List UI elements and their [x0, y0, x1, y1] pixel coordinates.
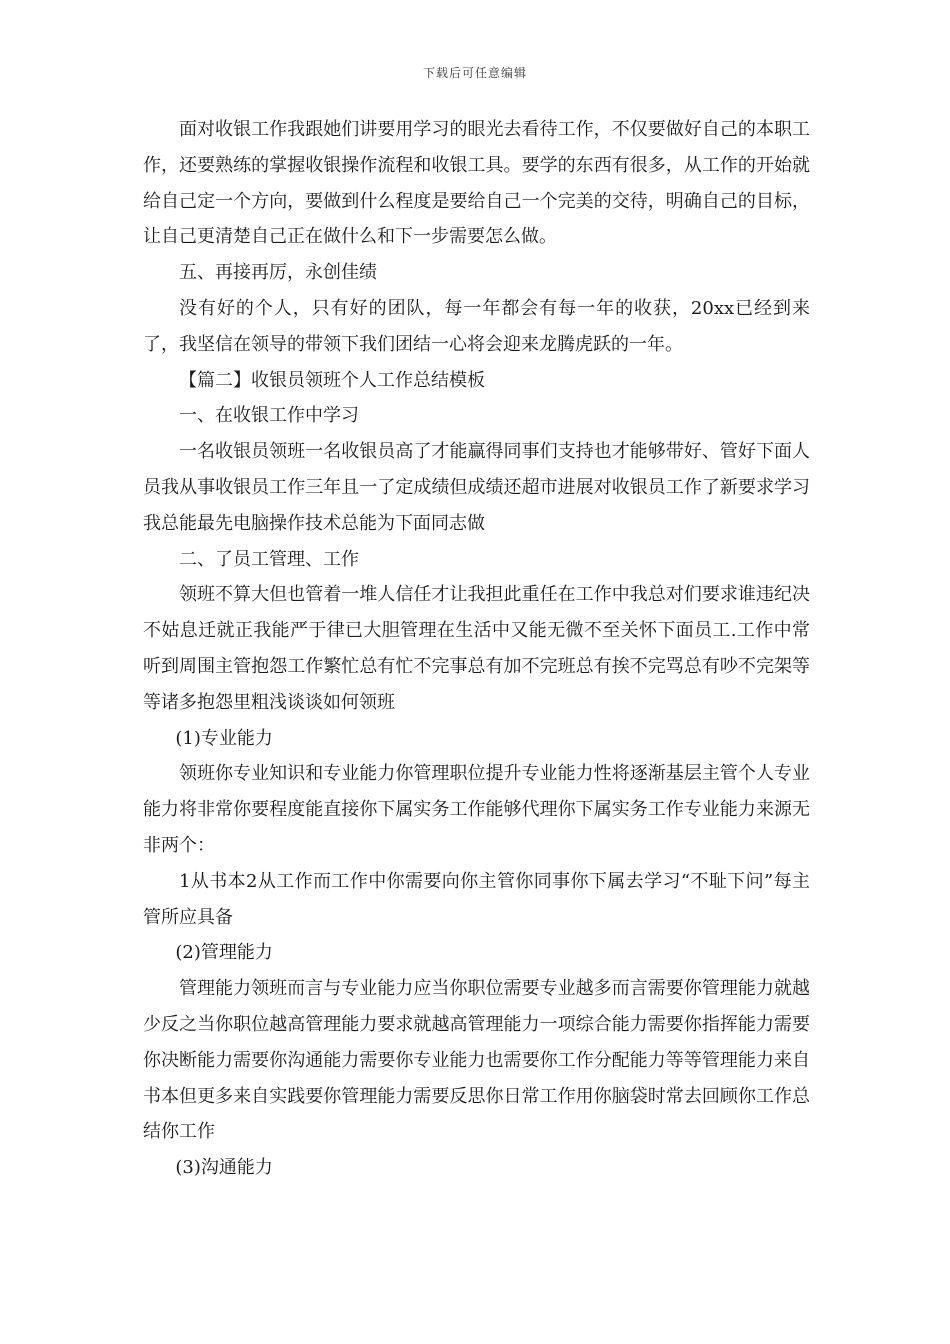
paragraph-professional-ability: 领班你专业知识和专业能力你管理职位提升专业能力性将逐渐基层主管个人专业能力将非常你要程度能直接你下属实务工作能够代理你下属实务工作专业能力来源无非两个： — [143, 763, 810, 856]
article-title-part-two: 【篇二】收银员领班个人工作总结模板 — [179, 369, 485, 391]
section-heading-five: 五、再接再厉，永创佳绩 — [179, 262, 377, 284]
section-heading-one: 一、在收银工作中学习 — [179, 405, 359, 427]
paragraph-sources: 1从书本2从工作而工作中你需要向你主管你同事你下属去学习“不耻下问”每主管所应具备 — [143, 870, 810, 928]
paragraph-management: 领班不算大但也管着一堆人信任才让我担此重任在工作中我总对们要求谁违纪决不姑息迁就正我能严于律已大胆管理在生活中又能无微不至关怀下面员工.工作中常听到周围主管抱怨工作繁忙总有忙不完事总有加不完班总有挨不完骂总有吵不完架等等诸多抱怨里粗浅谈谈如何领班 — [143, 584, 810, 713]
paragraph-learning: 一名收银员领班一名收银员高了才能赢得同事们支持也才能够带好、管好下面人员我从事收银员工作三年且一了定成绩但成绩还超市进展对收银员工作了新要求学习我总能最先电脑操作技术总能为下面同志做 — [143, 441, 810, 534]
page-header: 下载后可任意编辑 — [422, 66, 527, 80]
paragraph-management-ability: 管理能力领班而言与专业能力应当你职位需要专业越多而言需要你管理能力就越少反之当你职位越高管理能力要求就越高管理能力一项综合能力需要你指挥能力需要你决断能力需要你沟通能力需要你专业能力也需要你工作分配能力等等管理能力来自书本但更多来自实践要你管理能力需要反思你日常工作用你脑袋时常去回顾你工作总结你工作 — [143, 978, 810, 1143]
paragraph-cashier-learning: 面对收银工作我跟她们讲要用学习的眼光去看待工作，不仅要做好自己的本职工作，还要熟练的掌握收银操作流程和收银工具。要学的东西有很多，从工作的开始就给自己定一个方向，要做到什么程度是要给自己一个完美的交待，明确自己的目标，让自己更清楚自己正在做什么和下一步需要怎么做。 — [143, 119, 810, 248]
document-body — [143, 112, 810, 1186]
subheading-management-ability: (2)管理能力 — [175, 942, 273, 964]
subheading-professional-ability: (1)专业能力 — [175, 727, 273, 749]
paragraph-team: 没有好的个人，只有好的团队，每一年都会有每一年的收获，20xx已经到来了，我坚信在领导的带领下我们团结一心将会迎来龙腾虎跃的一年。 — [143, 297, 810, 355]
section-heading-two: 二、了员工管理、工作 — [179, 548, 359, 570]
subheading-communication-ability: (3)沟通能力 — [175, 1157, 273, 1179]
